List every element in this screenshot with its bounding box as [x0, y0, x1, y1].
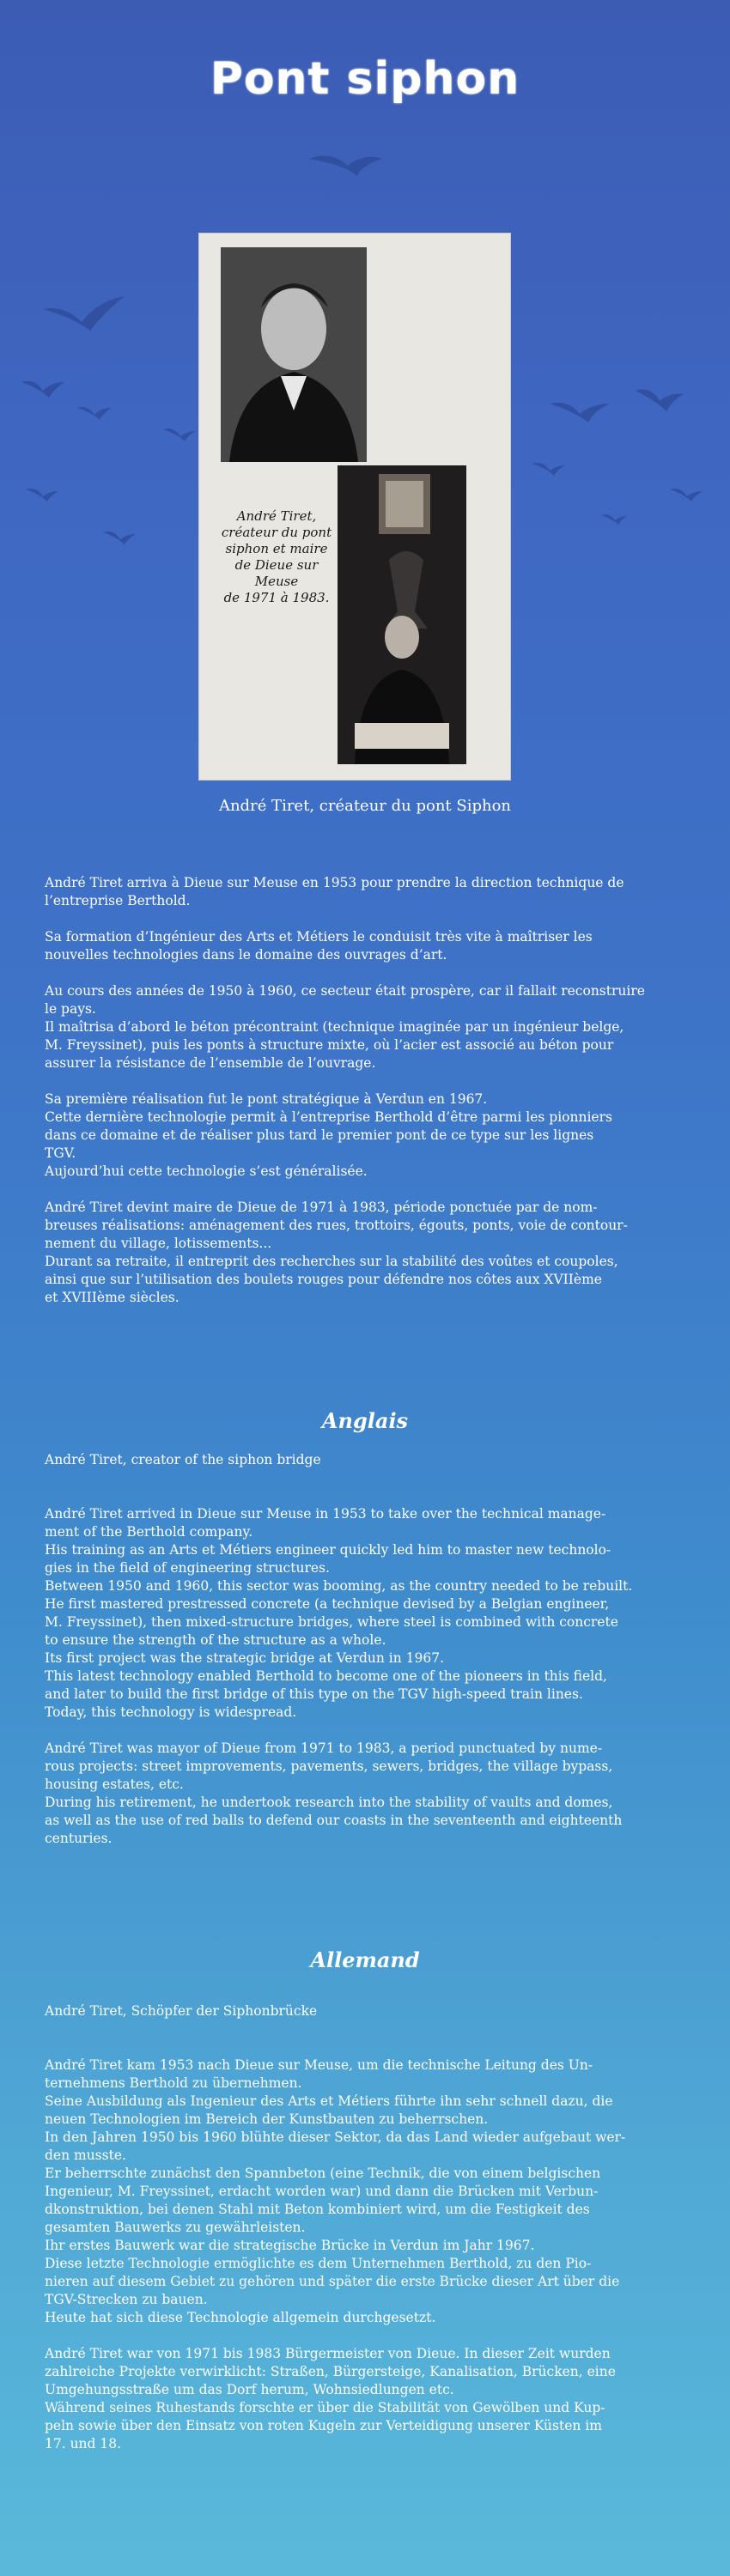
- bird-icon: [309, 155, 382, 176]
- bird-icon: [532, 463, 565, 476]
- english-heading: Anglais: [321, 1408, 409, 1433]
- german-heading: Allemand: [310, 1947, 420, 1972]
- newspaper-photo: [199, 234, 510, 780]
- french-text: André Tiret arriva à Dieue sur Meuse en 1953 pour prendre la direction technique de l’entreprise Berthold. Sa formation d’Ingénieur des Arts et Métiers le conduisit très vite à maîtriser les nouvelles technologies dans le domaine des ouvrages d’art. Au cours des années de 1950 à 1960, ce secteur était prospère, car il fallait reconstruire le pays. Il maîtrisa d’abord le béton précontraint (technique imaginée par un ingénieur belge, M. Freyssinet), puis les ponts à structure mixte, où l’acier est associé au béton pour assurer la résistance de l’ensemble de l’ouvrage. Sa première réalisation fut le pont stratégique à Verdun en 1967. Cette dernière technologie permit à l’entreprise Berthold d’être parmi les pionniers dans ce domaine et de réaliser plus tard le premier pont de ce type sur les lignes TGV. Aujourd’hui cette technologie s’est généralisée. André Tiret devint maire de Dieue de 1971 à 1983, période ponctuée par de nom- breuses réalisations: aménagement des rues, trottoirs, égouts, ponts, voie de contour- nement du village, lotissements... Durant sa retraite, il entreprit des recherches sur la stabilité des voûtes et coupoles, ainsi que sur l’utilisation des boulets rouges pour défendre nos côtes aux XVIIème et XVIIIème siècles.: [45, 875, 645, 1305]
- portrait-photo: [221, 247, 367, 462]
- bird-icon: [601, 514, 627, 525]
- photo-caption: André Tiret, créateur du pont Siphon: [218, 797, 512, 815]
- bird-icon: [21, 381, 64, 398]
- press-caption: André Tiret, créateur du pont siphon et maire de Dieue sur Meuse de 1971 à 1983.: [221, 508, 332, 605]
- bird-icon: [77, 407, 112, 420]
- bird-icon: [26, 489, 58, 501]
- bird-icon: [163, 428, 196, 441]
- bird-icon: [103, 532, 136, 544]
- english-text: André Tiret, creator of the siphon bridge André Tiret arrived in Dieue sur Meuse in 1953 to take over the technical manage- ment of the Berthold company. His training as an Arts et Métiers engineer quickly led him to master new technolo- gies in the field of engineering structures. Between 1950 and 1960, this sector was booming, as the country needed to be rebuilt. He first mastered prestressed concrete (a technique devised by a Belgian engineer, M. Freyssinet), then mixed-structure bridges, where steel is combined with concrete to ensure the strength of the structure as a whole. Its first project was the strategic bridge at Verdun in 1967. This latest technology enabled Berthold to become one of the pioneers in this field, and later to build the first bridge of this type on the TGV high-speed train lines. Today, this technology is widespread. André Tiret was mayor of Dieue from 1971 to 1983, a period punctuated by nume- rous projects: street improvements, pavements, sewers, bridges, the village bypass, housing estates, etc. During his retirement, he undertook research into the stability of vaults and domes, as well as the use of red balls to defend our coasts in the seventeenth and eighteenth centuries.: [45, 1452, 633, 1846]
- german-text: André Tiret, Schöpfer der Siphonbrücke André Tiret kam 1953 nach Dieue sur Meuse, um die technische Leitung des Un- ternehmens Berthold zu übernehmen. Seine Ausbildung als Ingenieur des Arts et Métiers führte ihn sehr schnell dazu, die neuen Technologien im Bereich der Kunstbauten zu beherrschen. In den Jahren 1950 bis 1960 blühte dieser Sektor, da das Land wieder aufgebaut wer- den musste. Er beherrschte zunächst den Spannbeton (eine Technik, die von einem belgischen Ingenieur, M. Freyssinet, erdacht worden war) und dann die Brücken mit Verbun- dkonstruktion, bei denen Stahl mit Beton kombiniert wird, um die Festigkeit des gesamten Bauwerks zu gewährleisten. Ihr erstes Bauwerk war die strategische Brücke in Verdun im Jahr 1967. Diese letzte Technologie ermöglichte es dem Unternehmen Berthold, zu den Pio- nieren auf diesem Gebiet zu gehören und später die erste Brücke dieser Art über die TGV-Strecken zu bauen. Heute hat sich diese Technologie allgemein durchgesetzt. André Tiret war von 1971 bis 1983 Bürgermeister von Dieue. In dieser Zeit wurden zahlreiche Projekte verwirklicht: Straßen, Bürgersteige, Kanalisation, Brücken, eine Umgehungsstraße um das Dorf herum, Wohnsiedlungen etc. Während seines Ruhestands forschte er über die Stabilität von Gewölben und Kup- peln sowie über den Einsatz von roten Kugeln zur Verteidigung unserer Küsten im 17. und 18.: [45, 2003, 626, 2451]
- office-photo: [338, 465, 466, 764]
- bird-icon: [636, 390, 684, 412]
- page-title: Pont siphon: [210, 53, 520, 105]
- bird-icon: [670, 489, 703, 501]
- bird-icon: [43, 296, 125, 331]
- bird-icon: [550, 403, 610, 422]
